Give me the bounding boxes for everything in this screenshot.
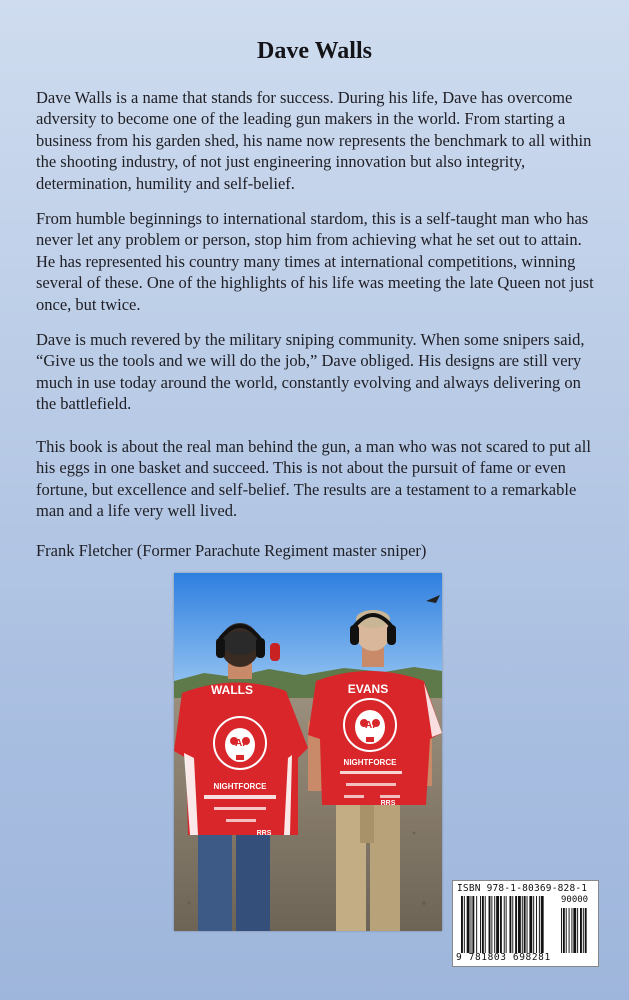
barcode-addon-bar (571, 908, 572, 953)
right-shirt-badge: AI (365, 720, 375, 731)
barcode-bar (467, 896, 470, 953)
blurb-paragraph-3: Dave is much revered by the military sniping community. When some snipers said, “Give us the tools and we will do the job,” Dave obliged. His designs are still very much in use today around the world, constantly evolving and always delivering on the battlefield. (36, 330, 585, 414)
blurb-paragraph-1: Dave Walls is a name that stands for success. During his life, Dave has overcome adversity to become one of the leading gun makers in the world. From starting a business from his garden shed, his name now represents the benchmark to all within the shooting industry, of not just engineering innovation but also integrity, determination, humility and self-belief. (36, 88, 592, 193)
barcode-bar (464, 896, 465, 953)
barcode-bar (527, 896, 528, 953)
isbn-digits: 9 781803 698281 (456, 952, 551, 963)
barcode-addon-bar (580, 908, 582, 953)
barcode-bar (512, 896, 513, 953)
left-shirt-brand: RRS (256, 830, 272, 837)
isbn-label: ISBN 978-1-80369-828-1 (457, 883, 588, 894)
blurb-paragraph-2: From humble beginnings to international stardom, this is a self-taught man who has never let any problem or person, stop him from achieving what he set out to attain. He has represented his country many times at international competitions, winning several of these. One of the highlights of his life was meeting the late Queen not just once, but twice. (36, 209, 594, 314)
barcode-bar (509, 896, 511, 953)
barcode-bar (524, 896, 526, 953)
barcode-addon-bar (566, 908, 567, 953)
right-shirt-brand: RRS (380, 800, 396, 807)
barcode-addon-bar (573, 908, 576, 953)
blurb-paragraph-4: This book is about the real man behind the gun, a man who was not scared to put all his eggs in one basket and succeed. This is not about the pursuit of fame or even fortune, but excellence and self-belief. The results are a testament to a remarkable man and a life very well lived. (36, 437, 591, 521)
barcode-bar (496, 896, 499, 953)
left-shirt-name: WALLS (211, 683, 253, 697)
right-shirt-name: EVANS (347, 682, 389, 696)
barcode-bar (461, 896, 463, 953)
isbn-barcode (452, 880, 599, 967)
barcode-bar (533, 896, 534, 953)
barcode-bar (472, 896, 474, 953)
book-title: Dave Walls (257, 38, 372, 64)
sky (174, 573, 442, 683)
barcode-bar (494, 896, 495, 953)
barcode-addon-bar (583, 908, 584, 953)
barcode-bar (482, 896, 484, 953)
barcode-addon-bar (563, 908, 565, 953)
barcode-bar (476, 896, 477, 953)
barcode-bar (541, 896, 544, 953)
barcode-bar (518, 896, 521, 953)
endorsement-signature: Frank Fletcher (Former Parachute Regiment master sniper) (36, 541, 427, 560)
barcode-addon-bar (577, 908, 578, 953)
barcode-bar (515, 896, 517, 953)
barcode-bar (500, 896, 502, 953)
cover-photo-shooters (174, 573, 442, 931)
barcode-bar (539, 896, 540, 953)
barcode-bar (506, 896, 507, 953)
right-shirt-sponsor: NIGHTFORCE (343, 758, 397, 767)
barcode-bar (485, 896, 486, 953)
photo-illustration (174, 573, 442, 931)
barcode-price-code: 90000 (561, 895, 589, 905)
left-shirt-sponsor: NIGHTFORCE (213, 782, 267, 791)
barcode-bar (522, 896, 523, 953)
barcode-addon-bar (569, 908, 570, 953)
barcode-bar (536, 896, 537, 953)
barcode-bar (491, 896, 492, 953)
barcode-bar (504, 896, 505, 953)
barcode-addon-bar (561, 908, 562, 953)
barcode-bar (471, 896, 472, 953)
barcode-bar (480, 896, 481, 953)
left-shirt-badge: AI (235, 738, 245, 749)
barcode-addon-bar (585, 908, 587, 953)
barcode-bar (529, 896, 532, 953)
barcode-bar (489, 896, 491, 953)
